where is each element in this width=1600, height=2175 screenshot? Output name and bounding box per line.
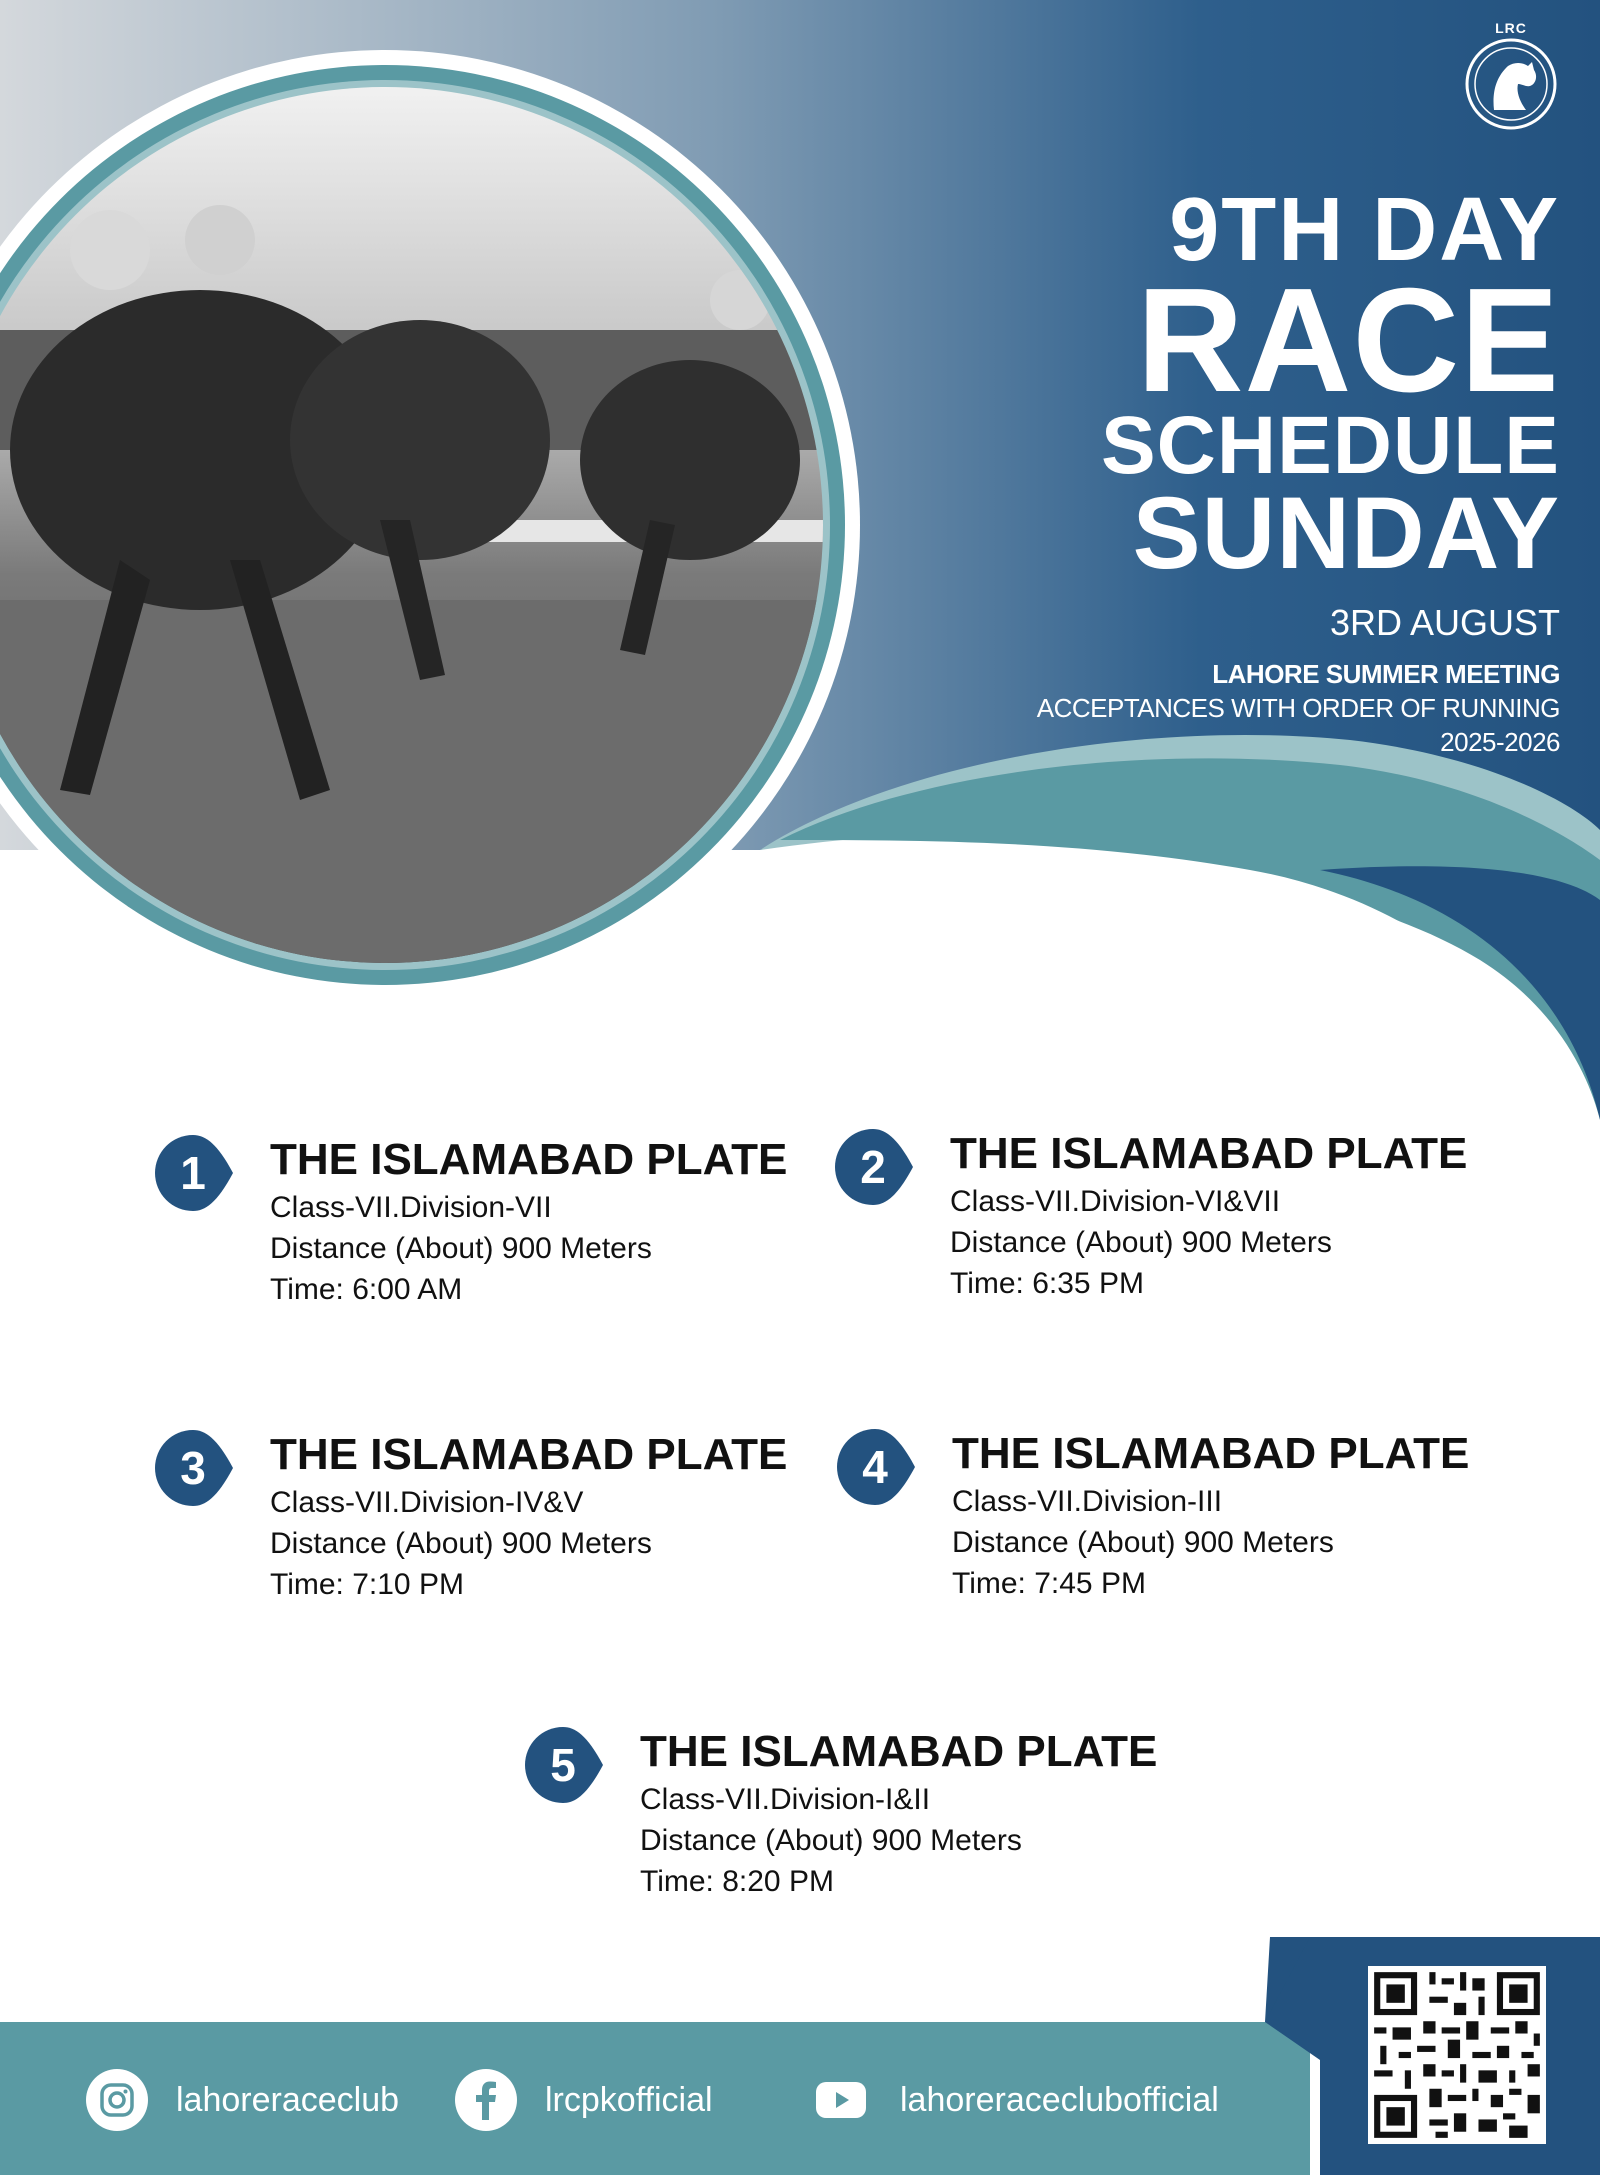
race-name: THE ISLAMABAD PLATE bbox=[952, 1429, 1470, 1478]
youtube-link[interactable] bbox=[810, 2065, 1219, 2135]
title-day: 9TH DAY bbox=[1169, 180, 1560, 280]
race-distance: Distance (About) 900 Meters bbox=[640, 1824, 1022, 1857]
instagram-icon bbox=[86, 2069, 148, 2131]
race-number-badge: 2 bbox=[835, 1127, 915, 1207]
race-class: Class-VII.Division-VII bbox=[270, 1191, 552, 1224]
race-number-badge: 3 bbox=[155, 1428, 235, 1508]
race-time: Time: 7:45 PM bbox=[952, 1567, 1146, 1600]
facebook-handle: lrcpkofficial bbox=[545, 2080, 713, 2119]
instagram-handle: lahoreraceclub bbox=[176, 2080, 400, 2119]
season: 2025-2026 bbox=[1440, 727, 1560, 757]
facebook-link[interactable] bbox=[455, 2065, 713, 2135]
title-race: RACE bbox=[1136, 258, 1560, 423]
acceptances-note: ACCEPTANCES WITH ORDER OF RUNNING bbox=[1036, 693, 1560, 723]
youtube-handle: lahoreraceclubofficial bbox=[900, 2080, 1219, 2119]
title-block bbox=[860, 180, 1560, 759]
qr-code[interactable] bbox=[1368, 1966, 1546, 2144]
logo-text: LRC bbox=[1495, 20, 1527, 36]
youtube-icon bbox=[810, 2069, 872, 2131]
race-name: THE ISLAMABAD PLATE bbox=[950, 1129, 1468, 1178]
race-distance: Distance (About) 900 Meters bbox=[950, 1226, 1332, 1259]
race-number-badge: 1 bbox=[155, 1133, 235, 1213]
race-distance: Distance (About) 900 Meters bbox=[270, 1527, 652, 1560]
race-time: Time: 8:20 PM bbox=[640, 1865, 834, 1898]
race-class: Class-VII.Division-I&II bbox=[640, 1783, 931, 1816]
race-distance: Distance (About) 900 Meters bbox=[952, 1526, 1334, 1559]
race-distance: Distance (About) 900 Meters bbox=[270, 1232, 652, 1265]
instagram-link[interactable] bbox=[86, 2065, 399, 2135]
race-name: THE ISLAMABAD PLATE bbox=[270, 1430, 788, 1479]
race-class: Class-VII.Division-III bbox=[952, 1485, 1223, 1518]
title-schedule: SCHEDULE bbox=[1100, 400, 1560, 491]
race-name: THE ISLAMABAD PLATE bbox=[270, 1135, 788, 1184]
meeting-name: LAHORE SUMMER MEETING bbox=[1212, 659, 1560, 689]
lrc-logo bbox=[1456, 22, 1566, 137]
race-number-badge: 5 bbox=[525, 1725, 605, 1805]
race-class: Class-VII.Division-IV&V bbox=[270, 1486, 584, 1519]
race-time: Time: 6:00 AM bbox=[270, 1273, 463, 1306]
race-name: THE ISLAMABAD PLATE bbox=[640, 1727, 1158, 1776]
facebook-icon bbox=[455, 2069, 517, 2131]
title-weekday: SUNDAY bbox=[1132, 476, 1560, 590]
race-number-badge: 4 bbox=[837, 1427, 917, 1507]
race-class: Class-VII.Division-VI&VII bbox=[950, 1185, 1281, 1218]
race-time: Time: 6:35 PM bbox=[950, 1267, 1144, 1300]
event-date: 3RD AUGUST bbox=[1329, 602, 1560, 643]
race-time: Time: 7:10 PM bbox=[270, 1568, 464, 1601]
